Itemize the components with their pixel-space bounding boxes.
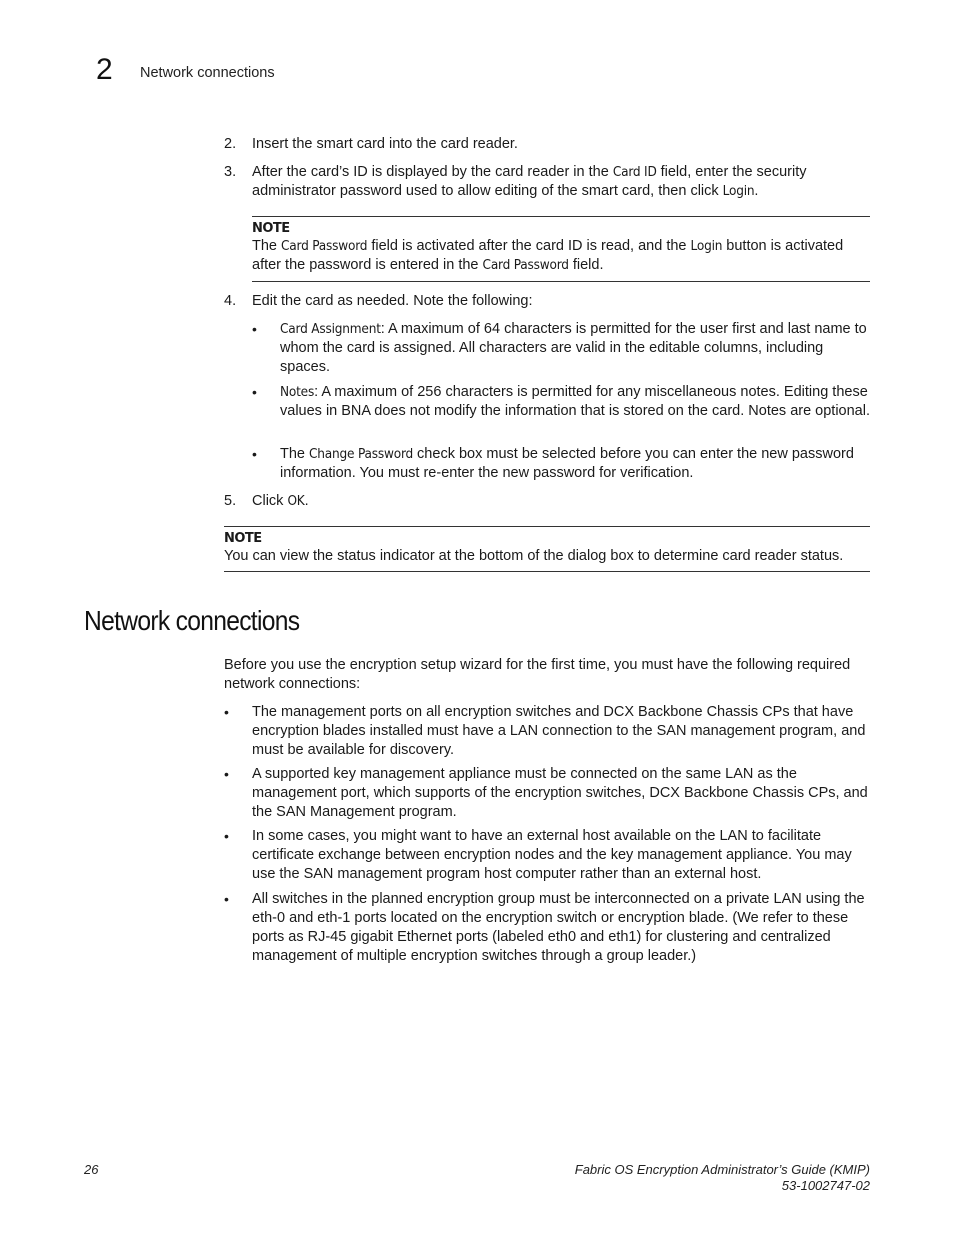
text-run: Click — [252, 493, 288, 509]
list-item — [224, 765, 870, 822]
step-number: 2. — [224, 136, 237, 152]
list-item-text: A supported key management appliance must be connected on the same LAN as the management port, which supports of the encryption switches, DCX Backbone Chassis CPs, and the SAN Management program. — [252, 766, 868, 820]
list-item-text — [280, 445, 870, 483]
step-number: 3. — [224, 164, 237, 180]
text-run: . — [754, 183, 759, 199]
book-title: Fabric OS Encryption Administrator’s Guide (KMIP) — [574, 1162, 870, 1177]
text-run: Insert the smart card into the card reader. — [252, 136, 518, 152]
step-2 — [224, 135, 870, 154]
ui-term: Change Password — [309, 446, 414, 462]
text-run: button is activated after the password is entered in the — [252, 238, 844, 273]
text-run: After the card’s ID is displayed by the card reader in the — [252, 164, 613, 180]
text-run: check box must be selected before you can enter the new password information. You must re-enter the new password for verification. — [280, 446, 854, 481]
text-run: The — [280, 446, 310, 462]
bullet-icon: • — [252, 384, 257, 400]
note-text: You can view the status indicator at the bottom of the dialog box to determine card reader status. — [224, 548, 844, 564]
step-number: 5. — [224, 493, 237, 509]
text-run: . — [304, 493, 309, 509]
footer-info — [575, 1162, 870, 1194]
running-title: Network connections — [140, 65, 275, 81]
note-label: NOTE — [252, 221, 290, 236]
text-run: field, enter the security administrator password used to allow editing of the smart card, then click — [252, 164, 807, 199]
step-4 — [224, 292, 870, 311]
note-text — [252, 237, 870, 275]
step-text: Edit the card as needed. Note the following: — [252, 293, 533, 309]
text-run: field is activated after the card ID is read, and the — [367, 238, 691, 254]
note-label: NOTE — [224, 531, 262, 546]
ui-term: Card ID — [612, 164, 657, 180]
ui-term: OK — [287, 493, 305, 509]
ui-term: Card Password — [281, 238, 368, 254]
text-run: : A maximum of 256 characters is permitted for any miscellaneous notes. Editing these values in BNA does not modify the information that is stored on the card. Notes are optional. — [280, 384, 870, 419]
ui-term: Login — [722, 183, 755, 199]
doc-number: 53-1002747-02 — [781, 1178, 870, 1193]
bullet-icon: • — [224, 704, 229, 720]
page-number: 26 — [84, 1162, 99, 1177]
bullet-icon: • — [224, 828, 229, 844]
list-item — [224, 827, 870, 884]
ui-term: Card Assignment — [280, 321, 381, 337]
ui-term: Notes — [280, 384, 315, 400]
list-item-text — [280, 383, 870, 421]
bullet-icon: • — [252, 446, 257, 462]
list-item-text: The management ports on all encryption switches and DCX Backbone Chassis CPs that have encryption blades installed must have a LAN connection to the SAN management program, and must be available for discovery. — [252, 704, 866, 758]
step-text — [252, 135, 870, 154]
list-item — [224, 703, 870, 760]
bullet-icon: • — [252, 321, 257, 337]
step-3 — [224, 163, 870, 201]
text-run: field. — [568, 257, 604, 273]
text-run: The — [252, 238, 282, 254]
list-item-text: All switches in the planned encryption group must be interconnected on a private LAN using the eth-0 and eth-1 ports located on the encryption switch or encryption blade. (We refer to these ports as RJ-45 gigabit Ethernet ports (labeled eth0 and eth1) for clustering and centralized management of multiple encryption switches through a group leader.) — [252, 891, 865, 964]
list-item — [252, 383, 870, 440]
step-number: 4. — [224, 293, 237, 309]
ui-term: Card Password — [482, 257, 569, 273]
step-text — [252, 492, 870, 511]
note-box — [252, 216, 870, 282]
text-run: : A maximum of 64 characters is permitted for the user first and last name to whom the card is assigned. All characters are valid in the editable columns, including spaces. — [280, 321, 867, 375]
note-box — [224, 526, 870, 572]
list-item-text — [280, 320, 870, 377]
bullet-icon: • — [224, 891, 229, 907]
section-intro: Before you use the encryption setup wizard for the first time, you must have the following required network connections: — [224, 657, 851, 692]
list-item — [224, 890, 870, 966]
section-title: Network connections — [84, 605, 300, 636]
list-item — [252, 320, 870, 377]
ui-term: Login — [690, 238, 723, 254]
step-text — [252, 163, 870, 201]
bullet-icon: • — [224, 766, 229, 782]
chapter-number: 2 — [96, 53, 113, 86]
list-item-text: In some cases, you might want to have an external host available on the LAN to facilitate certificate exchange between encryption nodes and the key management appliance. You may use the SAN management program host computer rather than an external host. — [252, 828, 852, 882]
step-5 — [224, 492, 870, 511]
list-item — [252, 445, 870, 483]
